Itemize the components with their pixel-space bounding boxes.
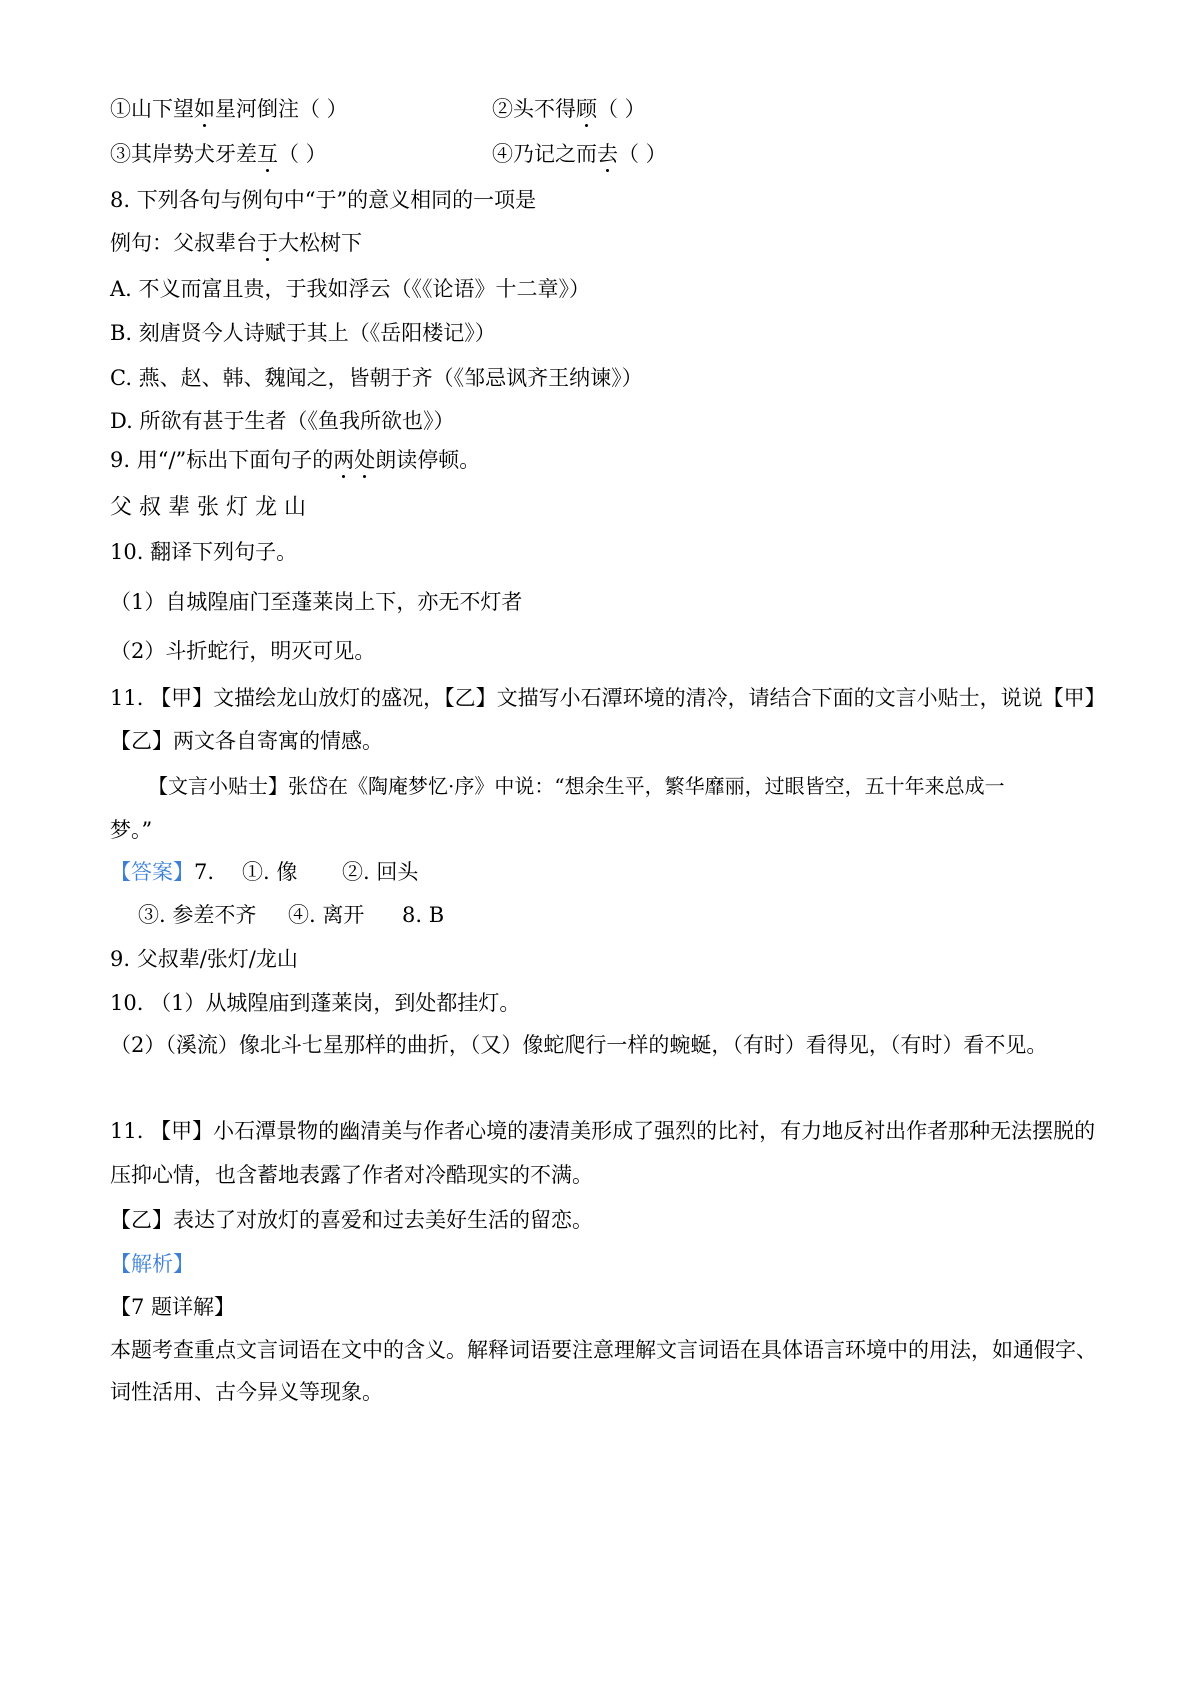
q8-example: 例句：父叔辈台于大松树下 [110,231,362,255]
answer-7-4: ④. 离开 [288,903,365,927]
q11-stem-line-1: 11. 【甲】文描绘龙山放灯的盛况，【乙】文描写小石潭环境的清冷，请结合下面的文言小贴士，说说【甲】 [110,686,1106,710]
answer-7-2: ②. 回头 [342,860,419,884]
q7-item-4: ④乃记之而去（ ） [492,142,667,166]
answer-11-line-1: 11. 【甲】小石潭景物的幽清美与作者心境的凄清美形成了强烈的比衬，有力地反衬出作者那种无法摆脱的 [110,1119,1096,1143]
q11-tip-line-2: 梦。” [110,818,153,842]
q8-option-a: A. 不义而富且贵，于我如浮云（《《论语》十二章》） [110,277,591,301]
answer-8: 8. B [402,903,445,927]
q10-sentence-2: （2）斗折蛇行，明灭可见。 [110,639,376,663]
q8-option-b: B. 刻唐贤今人诗赋于其上（《岳阳楼记》） [110,321,496,345]
answer-9: 9. 父叔辈/张灯/龙山 [110,947,298,971]
q8-stem: 8. 下列各句与例句中“于”的意义相同的一项是 [110,188,537,212]
q11-tip-line-1: 【文言小贴士】张岱在《陶庵梦忆·序》中说：“想余生平，繁华靡丽，过眼皆空，五十年来总成一 [148,774,1005,798]
answer-11-line-2: 压抑心情，也含蓄地表露了作者对冷酷现实的不满。 [110,1163,593,1187]
analysis-line-1: 本题考查重点文言词语在文中的含义。解释词语要注意理解文言词语在具体语言环境中的用法，如通假字、 [110,1338,1097,1362]
analysis-label: 【解析】 [110,1252,194,1276]
analysis-subtitle: 【7 题详解】 [110,1295,236,1319]
answer-10-1: 10. （1）从城隍庙到蓬莱岗，到处都挂灯。 [110,991,521,1015]
answer-label: 【答案】 [110,860,194,884]
q10-stem: 10. 翻译下列句子。 [110,540,298,564]
answer-11-line-3: 【乙】表达了对放灯的喜爱和过去美好生活的留恋。 [110,1208,593,1232]
q8-option-c: C. 燕、赵、韩、魏闻之，皆朝于齐（《邹忌讽齐王纳谏》） [110,366,643,390]
answer-row-1 [110,857,419,887]
answer-10-2: （2）（溪流）像北斗七星那样的曲折，（又）像蛇爬行一样的蜿蜒，（有时）看得见，（有时）看不见。 [110,1033,1048,1057]
q9-sentence: 父 叔 辈 张 灯 龙 山 [110,495,306,520]
q7-row-1 [110,94,646,124]
q10-sentence-1: （1）自城隍庙门至蓬莱岗上下，亦无不灯者 [110,590,523,614]
answer-7-number: 7. [194,860,215,884]
q11-stem-line-2: 【乙】两文各自寄寓的情感。 [110,729,383,753]
q7-item-3: ③其岸势犬牙差互（ ） [110,142,327,166]
answer-7-1: ①. 像 [242,860,298,884]
q7-row-2 [110,139,667,169]
q8-option-d: D. 所欲有甚于生者（《鱼我所欲也》） [110,409,455,433]
answer-7-3: ③. 参差不齐 [138,903,257,927]
q9-stem: 9. 用“/”标出下面句子的两处朗读停顿。 [110,448,481,472]
q7-item-2: ②头不得顾（ ） [492,97,646,121]
q7-item-1: ①山下望如星河倒注（ ） [110,97,348,121]
analysis-line-2: 词性活用、古今异义等现象。 [110,1380,383,1404]
